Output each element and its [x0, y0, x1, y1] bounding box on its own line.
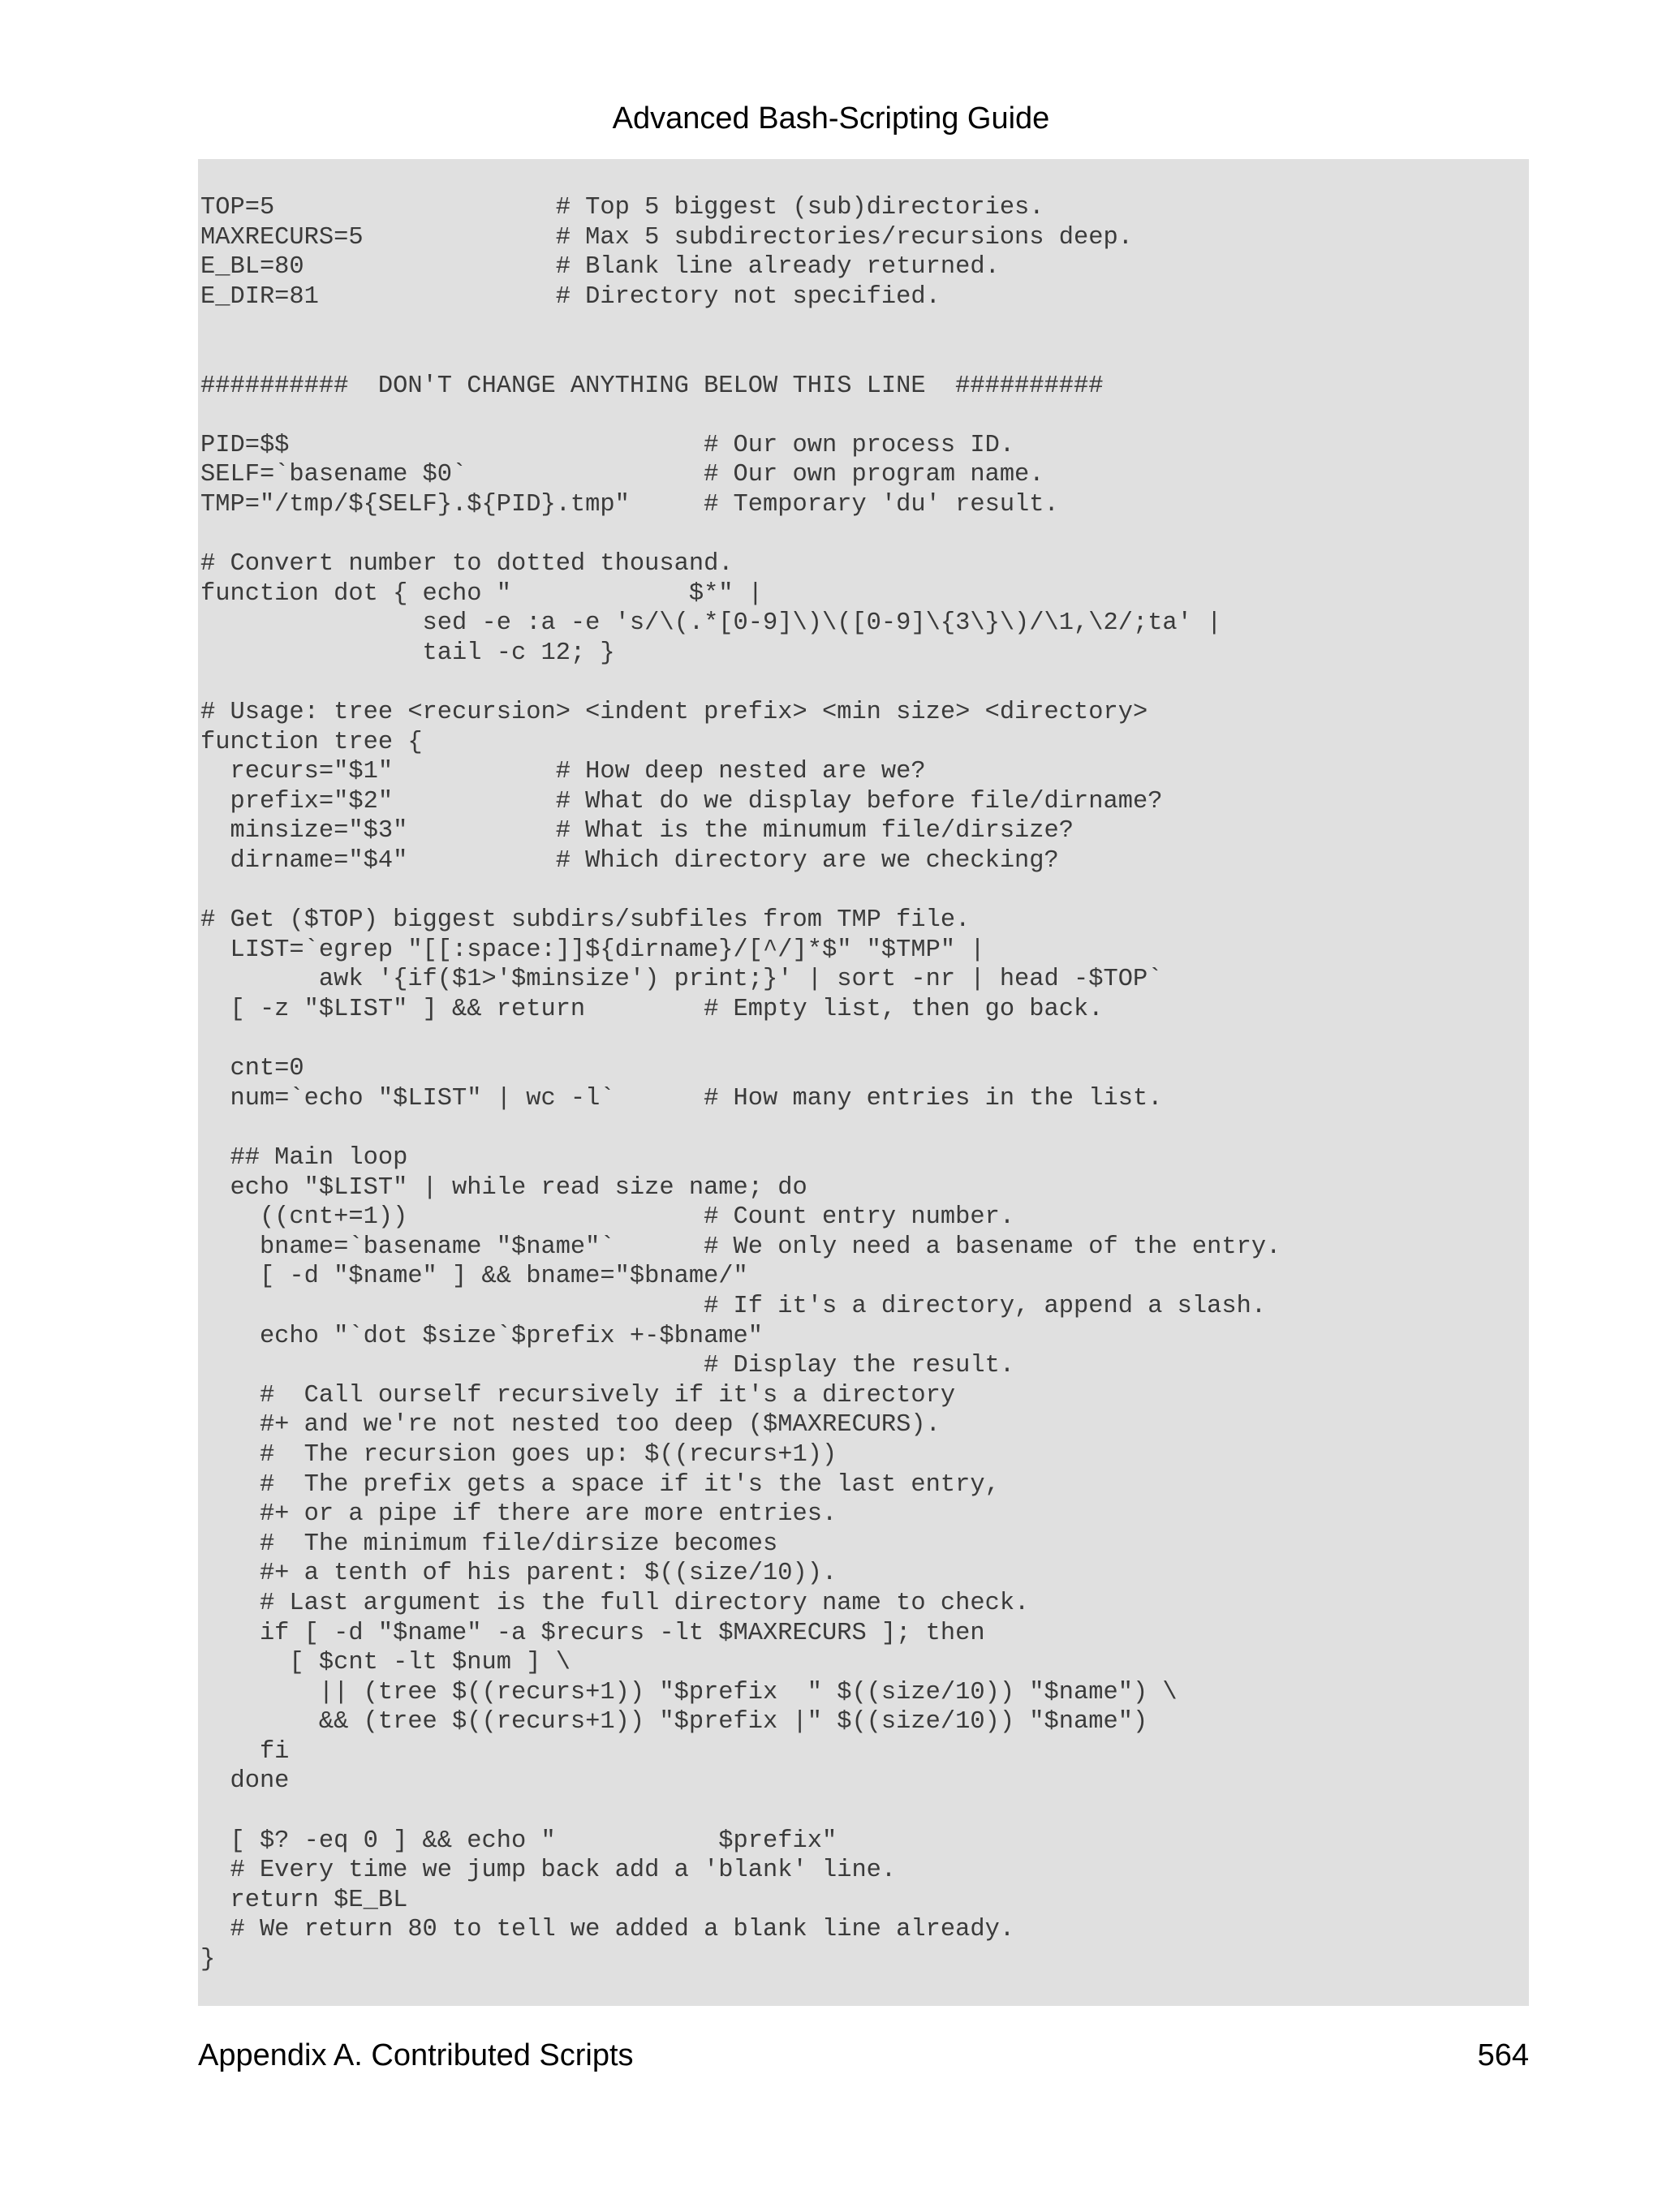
code-line: function tree { — [200, 728, 423, 756]
code-line: # Convert number to dotted thousand. — [200, 550, 734, 579]
code-line: echo "$LIST" | while read size name; do — [200, 1173, 807, 1202]
code-line: # The prefix gets a space if it's the last entry, — [200, 1470, 1000, 1499]
footer-page-number: 564 — [1477, 2038, 1529, 2072]
code-line: LIST=`egrep "[[:space:]]${dirname}/[^/]*$" "$TMP" | — [200, 936, 985, 964]
code-line: done — [200, 1767, 290, 1796]
code-line: echo "`dot $size`$prefix +-$bname" — [200, 1322, 764, 1350]
code-line: # The recursion goes up: $((recurs+1)) — [200, 1440, 837, 1469]
code-line: num=`echo "$LIST" | wc -l` # How many entries in the list. — [200, 1084, 1163, 1112]
code-line: || (tree $((recurs+1)) "$prefix " $((size/10)) "$name") \ — [200, 1678, 1178, 1706]
code-line: TOP=5 # Top 5 biggest (sub)directories. — [200, 194, 1044, 222]
code-line: function dot { echo " $*" | — [200, 579, 764, 608]
code-line: return $E_BL — [200, 1886, 408, 1914]
code-line: ########## DON'T CHANGE ANYTHING BELOW THIS LINE ########## — [200, 372, 1104, 400]
code-line: ## Main loop — [200, 1144, 408, 1172]
code-line: # Call ourself recursively if it's a directory — [200, 1381, 956, 1409]
code-line: #+ a tenth of his parent: $((size/10)). — [200, 1560, 837, 1588]
code-line: fi — [200, 1737, 290, 1766]
code-line: bname=`basename "$name"` # We only need a basename of the entry. — [200, 1233, 1281, 1261]
code-line: prefix="$2" # What do we display before file/dirname? — [200, 787, 1163, 816]
code-line: cnt=0 — [200, 1055, 304, 1083]
code-line: E_DIR=81 # Directory not specified. — [200, 282, 941, 311]
code-line: TMP="/tmp/${SELF}.${PID}.tmp" # Temporary 'du' result. — [200, 490, 1059, 519]
code-line: && (tree $((recurs+1)) "$prefix |" $((size/10)) "$name") — [200, 1708, 1148, 1736]
code-text — [200, 193, 1529, 1975]
code-line: [ $cnt -lt $num ] \ — [200, 1649, 571, 1677]
page-header-title: Advanced Bash-Scripting Guide — [612, 101, 1050, 136]
code-line: MAXRECURS=5 # Max 5 subdirectories/recursions deep. — [200, 223, 1133, 252]
code-line: [ -d "$name" ] && bname="$bname/" — [200, 1263, 748, 1291]
code-line: # The minimum file/dirsize becomes — [200, 1530, 778, 1558]
code-line: ((cnt+=1)) # Count entry number. — [200, 1203, 1015, 1232]
code-line: if [ -d "$name" -a $recurs -lt $MAXRECURS ]; then — [200, 1619, 985, 1647]
code-line: sed -e :a -e 's/\(.*[0-9]\)\([0-9]\{3\}\)/\1,\2/;ta' | — [200, 609, 1222, 638]
code-line: # Last argument is the full directory name to check. — [200, 1589, 1030, 1617]
code-line: # Usage: tree <recursion> <indent prefix> <min size> <directory> — [200, 699, 1148, 727]
code-line: # Get ($TOP) biggest subdirs/subfiles from TMP file. — [200, 906, 971, 935]
code-line: PID=$$ # Our own process ID. — [200, 431, 1015, 459]
footer-section-title: Appendix A. Contributed Scripts — [198, 2038, 634, 2072]
code-line: } — [200, 1946, 216, 1974]
code-line: # We return 80 to tell we added a blank line already. — [200, 1916, 1015, 1944]
code-line: # Display the result. — [200, 1352, 1015, 1380]
code-line: SELF=`basename $0` # Our own program name. — [200, 461, 1044, 489]
code-line: minsize="$3" # What is the minumum file/dirsize? — [200, 817, 1074, 846]
code-line: # Every time we jump back add a 'blank' line. — [200, 1857, 897, 1885]
code-line: E_BL=80 # Blank line already returned. — [200, 253, 1000, 282]
code-line: #+ and we're not nested too deep ($MAXRECURS). — [200, 1411, 941, 1440]
code-line: #+ or a pipe if there are more entries. — [200, 1500, 837, 1529]
code-line: recurs="$1" # How deep nested are we? — [200, 758, 926, 786]
code-line: awk '{if($1>'$minsize') print;}' | sort -nr | head -$TOP` — [200, 966, 1163, 994]
code-line: # If it's a directory, append a slash. — [200, 1292, 1267, 1320]
code-line: tail -c 12; } — [200, 639, 615, 667]
code-line: [ $? -eq 0 ] && echo " $prefix" — [200, 1827, 837, 1855]
code-listing — [198, 159, 1529, 2006]
code-line: [ -z "$LIST" ] && return # Empty list, then go back. — [200, 996, 1104, 1024]
code-line: dirname="$4" # Which directory are we checking? — [200, 847, 1059, 876]
